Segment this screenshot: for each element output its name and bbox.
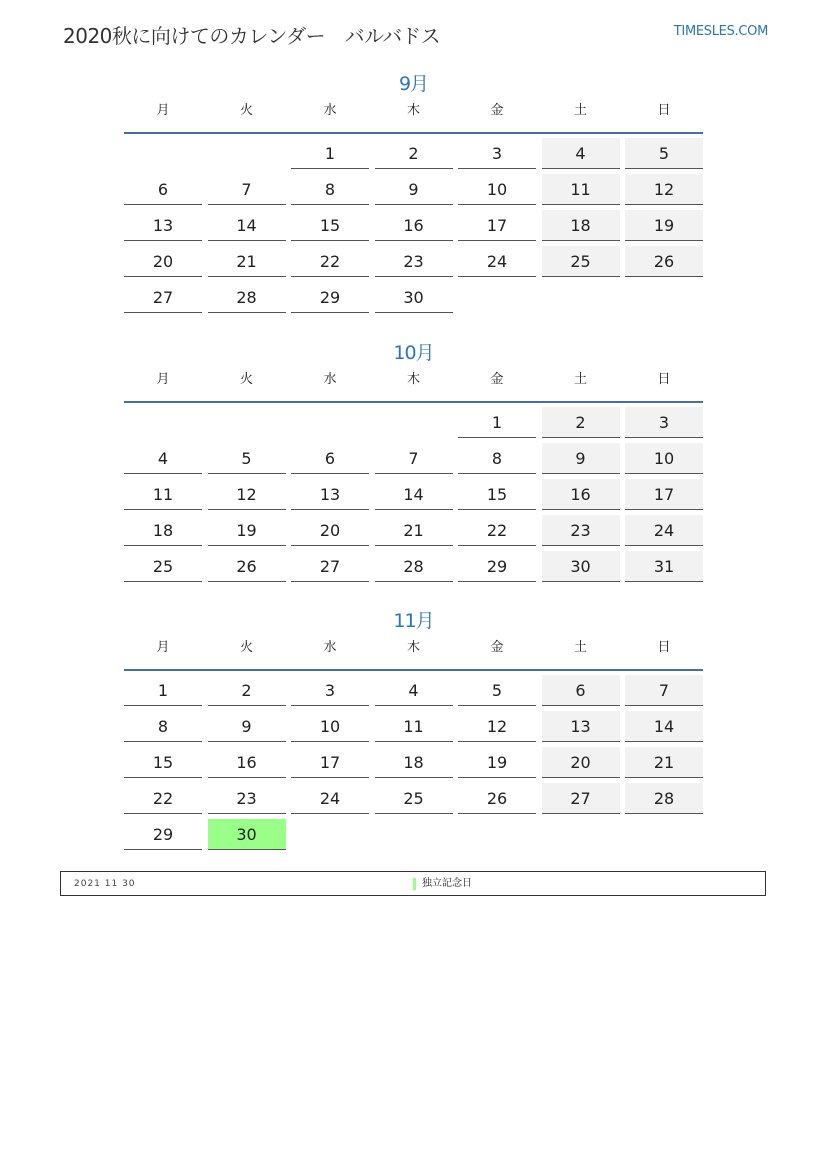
weekday-label: 日 [657,103,671,118]
day-cell: 12 [458,711,536,742]
day-cell: 15 [458,479,536,510]
day-cell: 8 [458,443,536,474]
weekday-label: 土 [573,640,587,655]
day-grid [124,407,703,587]
day-cell: 4 [375,675,453,706]
day-cell: 13 [124,210,202,241]
holiday-day-cell: 30 [208,819,286,850]
weekend-day-cell: 24 [625,515,703,546]
weekday-label: 金 [490,640,504,655]
weekday-label: 水 [323,372,337,387]
legend-date: 2021 11 30 [74,879,136,889]
weekend-day-cell: 28 [625,783,703,814]
weekend-day-cell: 13 [542,711,620,742]
day-cell: 25 [375,783,453,814]
day-cell: 16 [208,747,286,778]
day-cell: 29 [458,551,536,582]
weekend-day-cell: 3 [625,407,703,438]
day-cell: 15 [124,747,202,778]
weekday-label: 土 [573,372,587,387]
weekend-day-cell: 31 [625,551,703,582]
day-cell: 9 [208,711,286,742]
weekday-label: 木 [406,640,420,655]
day-cell: 27 [124,282,202,313]
day-cell: 5 [458,675,536,706]
weekday-label: 木 [406,103,420,118]
day-cell: 18 [375,747,453,778]
day-cell: 30 [375,282,453,313]
day-cell: 6 [291,443,369,474]
weekday-label: 木 [406,372,420,387]
day-cell: 1 [458,407,536,438]
day-cell: 20 [124,246,202,277]
day-cell: 27 [291,551,369,582]
weekend-day-cell: 16 [542,479,620,510]
day-cell: 8 [291,174,369,205]
weekday-header [124,98,703,134]
day-cell: 13 [291,479,369,510]
weekday-header [124,635,703,671]
day-cell: 17 [291,747,369,778]
weekday-label: 日 [657,372,671,387]
day-cell: 1 [124,675,202,706]
day-cell: 9 [375,174,453,205]
day-cell: 20 [291,515,369,546]
weekday-label: 金 [490,103,504,118]
weekend-day-cell: 23 [542,515,620,546]
weekend-day-cell: 21 [625,747,703,778]
weekend-day-cell: 26 [625,246,703,277]
day-cell: 14 [208,210,286,241]
day-cell: 11 [124,479,202,510]
day-cell: 2 [375,138,453,169]
day-cell: 14 [375,479,453,510]
day-grid [124,138,703,318]
day-cell: 23 [375,246,453,277]
weekend-day-cell: 11 [542,174,620,205]
day-cell: 28 [208,282,286,313]
day-cell: 16 [375,210,453,241]
day-cell: 6 [124,174,202,205]
day-cell: 1 [291,138,369,169]
weekend-day-cell: 12 [625,174,703,205]
day-cell: 25 [124,551,202,582]
weekday-header [124,367,703,403]
day-cell: 7 [208,174,286,205]
weekday-label: 日 [657,640,671,655]
weekday-label: 火 [239,103,253,118]
weekday-label: 土 [573,103,587,118]
site-link[interactable]: TIMESLES.COM [673,24,768,39]
weekday-label: 火 [239,372,253,387]
day-cell: 7 [375,443,453,474]
day-cell: 24 [291,783,369,814]
weekday-label: 火 [239,640,253,655]
day-cell: 8 [124,711,202,742]
day-cell: 21 [375,515,453,546]
weekend-day-cell: 10 [625,443,703,474]
holiday-legend [60,871,766,896]
weekend-day-cell: 30 [542,551,620,582]
day-cell: 26 [208,551,286,582]
day-cell: 24 [458,246,536,277]
page-title: 2020秋に向けてのカレンダー バルバドス [63,24,441,48]
weekend-day-cell: 2 [542,407,620,438]
weekday-label: 月 [156,640,170,655]
weekend-day-cell: 17 [625,479,703,510]
day-cell: 29 [291,282,369,313]
day-cell: 22 [458,515,536,546]
weekday-label: 金 [490,372,504,387]
weekday-label: 水 [323,103,337,118]
weekend-day-cell: 14 [625,711,703,742]
day-cell: 28 [375,551,453,582]
day-cell: 29 [124,819,202,850]
month-november [124,607,703,855]
day-cell: 17 [458,210,536,241]
page-header [63,20,768,48]
day-cell: 26 [458,783,536,814]
day-cell: 22 [291,246,369,277]
day-cell: 19 [208,515,286,546]
weekend-day-cell: 20 [542,747,620,778]
day-cell: 5 [208,443,286,474]
day-grid [124,675,703,855]
weekend-day-cell: 9 [542,443,620,474]
holiday-color-swatch [413,878,416,890]
day-cell: 19 [458,747,536,778]
day-cell: 23 [208,783,286,814]
weekend-day-cell: 19 [625,210,703,241]
day-cell: 18 [124,515,202,546]
weekend-day-cell: 4 [542,138,620,169]
day-cell: 4 [124,443,202,474]
day-cell: 12 [208,479,286,510]
weekend-day-cell: 25 [542,246,620,277]
weekend-day-cell: 5 [625,138,703,169]
month-title: 10月 [393,342,434,364]
day-cell: 2 [208,675,286,706]
day-cell: 3 [291,675,369,706]
day-cell: 3 [458,138,536,169]
day-cell: 15 [291,210,369,241]
day-cell: 11 [375,711,453,742]
weekend-day-cell: 7 [625,675,703,706]
month-title: 9月 [398,73,429,95]
weekend-day-cell: 27 [542,783,620,814]
weekend-day-cell: 6 [542,675,620,706]
day-cell: 10 [291,711,369,742]
month-september [124,70,703,318]
month-october [124,339,703,587]
weekday-label: 月 [156,372,170,387]
weekday-label: 水 [323,640,337,655]
legend-holiday-name: 独立記念日 [422,878,472,889]
day-cell: 22 [124,783,202,814]
weekday-label: 月 [156,103,170,118]
day-cell: 10 [458,174,536,205]
day-cell: 21 [208,246,286,277]
month-title: 11月 [393,610,434,632]
weekend-day-cell: 18 [542,210,620,241]
